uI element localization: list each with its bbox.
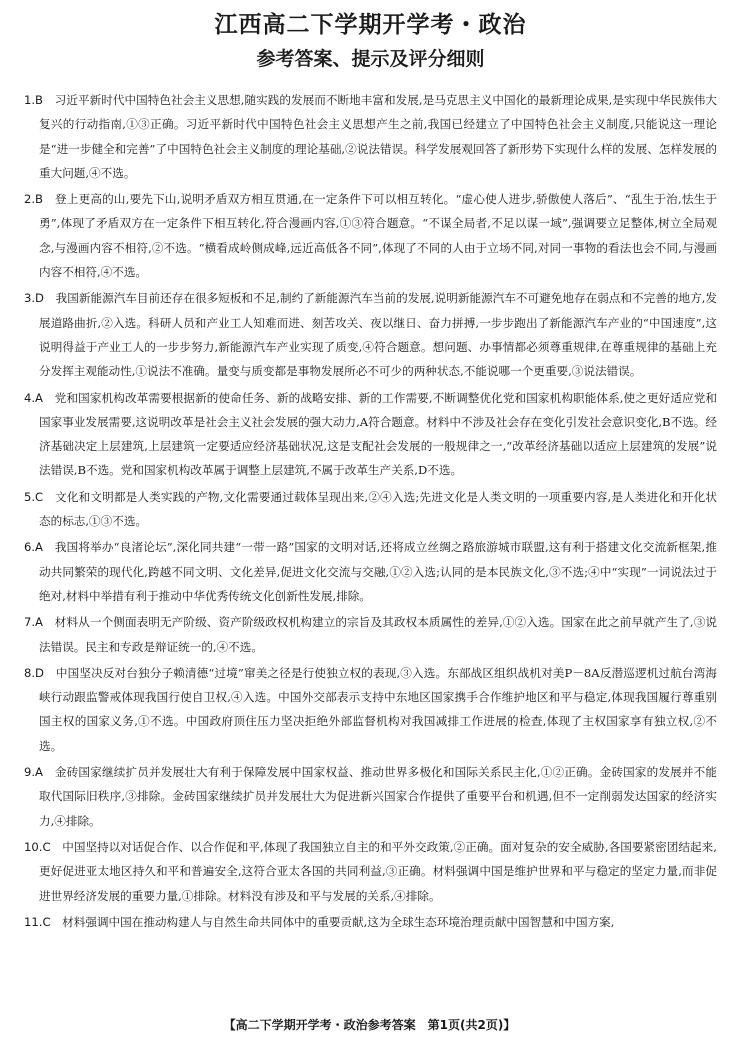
- answer-explanation: 材料从一个侧面表明无产阶级、资产阶级政权机构建立的宗旨及其政权本质属性的差异,①②入选。国家在此之前早就产生了,③说法错误。民主和专政是辩证统一的,④不选。: [39, 615, 717, 654]
- answer-explanation: 文化和文明都是人类实践的产物,文化需要通过载体呈现出来,②④入选;先进文化是人类文明的一项重要内容,是人类进化和开化状态的标志,①③不选。: [39, 489, 717, 529]
- answer-number: 11.C: [24, 914, 51, 929]
- answer-number: 10.C: [24, 839, 51, 854]
- answer-explanation: 党和国家机构改革需要根据新的使命任务、新的战略安排、新的工作需要,不断调整优化党和国家机构职能体系,使之更好适应党和国家事业发展需要,这说明改革是社会主义社会发展的强大动力,A符合题意。材料中不涉及社会存在变化引发社会意识变化,B不选。经济基础决定上层建筑,上层建筑一定要适应经济基础状况,这是支配社会发展的一般规律之一,“改革经济基础以适应上层建筑的发展”说法错误,B不选。党和国家机构改革属于调整上层建筑,不属于改革生产关系,D不选。: [39, 390, 717, 478]
- answer-explanation: 材料强调中国在推动构建人与自然生命共同体中的重要贡献,这为全球生态环境治理贡献中国智慧和中国方案,: [62, 914, 615, 929]
- answer-item: [24, 661, 717, 758]
- page-title: 江西高二下学期开学考・政治: [214, 12, 527, 38]
- answer-item: [24, 187, 717, 284]
- answer-explanation: 中国坚决反对台独分子赖清德“过境”窜美之径是行使独立权的表现,③入选。东部战区组织战机对美P－8A反潜巡逻机过航台湾海峡行动跟监警戒体现我国行使自卫权,④入选。中国外交部表示支持中东地区国家携手合作维护地区和平与稳定,体现我国履行尊重别国主权的国家义务,①不选。中国政府顶住压力坚决拒绝外部监督机构对我国减排工作进展的检查,体现了主权国家享有独立权,②不选。: [39, 665, 717, 753]
- answer-number: 7.A: [24, 615, 43, 630]
- answer-item: [24, 386, 717, 483]
- answer-item: [24, 835, 717, 908]
- answer-explanation: 我国将举办“良渚论坛”,深化同共建“一带一路”国家的文明对话,还将成立丝绸之路旅游城市联盟,这有利于搭建文化交流新框架,推动共同繁荣的现代化,跨越不同文明、文化差异,促进文化交流与交融,①②入选;认同的是本民族文化,③不选;④中“实现”一词说法过于绝对,材料中举措有利于推动中华优秀传统文化创新性发展,排除。: [39, 540, 717, 603]
- answer-explanation: 我国新能源汽车目前还存在很多短板和不足,制约了新能源汽车当前的发展,说明新能源汽车不可避免地存在弱点和不完善的地方,发展道路曲折,②入选。科研人员和产业工人知难而进、刻苦攻关、夜以继日、奋力拼搏,一步步跑出了新能源汽车产业的“中国速度”,这说明得益于产业工人的一步步努力,新能源汽车产业实现了质变,④符合题意。想问题、办事情都必须尊重规律,在尊重规律的基础上充分发挥主观能动性,①说法不准确。量变与质变都是事物发展所必不可少的两种状态,不能说哪一个更重要,③说法错误。: [39, 291, 717, 379]
- answer-number: 2.B: [24, 192, 44, 207]
- answer-number: 5.C: [24, 489, 44, 504]
- answer-explanation: 中国坚持以对话促合作、以合作促和平,体现了我国独立自主的和平外交政策,②正确。面对复杂的安全威胁,各国要紧密团结起来,更好促进亚太地区持久和平和普遍安全,这符合亚太各国的共同利益,③正确。材料强调中国是维护世界和平与稳定的坚定力量,而非促进世界经济发展的重要力量,①排除。材料没有涉及和平与发展的关系,④排除。: [39, 839, 717, 903]
- answer-item: [24, 910, 717, 934]
- answer-item: [24, 535, 717, 608]
- answer-number: 4.A: [24, 390, 43, 405]
- answer-explanation: 习近平新时代中国特色社会主义思想,随实践的发展而不断地丰富和发展,是马克思主义中国化的最新理论成果,是实现中华民族伟大复兴的行动指南,①③正确。习近平新时代中国特色社会主义思想产生之前,我国已经建立了中国特色社会主义制度,只能说这一理论是“进一步健全和完善”了中国特色社会主义制度的理论基础,②说法错误。科学发展观回答了新形势下实现什么样的发展、怎样发展的重大问题,④不选。: [39, 93, 717, 180]
- page-footer: 【高二下学期开学考・政治参考答案 第1页(共2页)】: [223, 1018, 516, 1032]
- answer-item: [24, 286, 717, 383]
- answer-number: 8.D: [24, 665, 44, 680]
- answer-number: 3.D: [24, 291, 44, 306]
- page-subtitle: 参考答案、提示及评分细则: [256, 48, 485, 70]
- answer-number: 1.B: [24, 93, 44, 107]
- answer-explanation: 登上更高的山,要先下山,说明矛盾双方相互贯通,在一定条件下可以相互转化。“虚心使人进步,骄傲使人落后”、“乱生于治,怯生于勇”,体现了矛盾双方在一定条件下相互转化,符合漫画内容,①③符合题意。“不谋全局者,不足以谋一域”,强调要立足整体,树立全局观念,与漫画内容不相符,②不选。“横看成岭侧成峰,远近高低各不同”,体现了不同的人由于立场不同,对同一事物的看法也会不同,与漫画内容不相符,④不选。: [39, 192, 717, 280]
- answer-number: 9.A: [24, 765, 43, 780]
- answer-item: [24, 485, 717, 534]
- answer-item: [24, 610, 717, 659]
- answer-explanation: 金砖国家继续扩员并发展壮大有利于保障发展中国家权益、推动世界多极化和国际关系民主化,①②正确。金砖国家的发展并不能取代国际旧秩序,③排除。金砖国家继续扩员并发展壮大为促进新兴国家合作提供了重要平台和机遇,但不一定削弱发达国家的经济实力,④排除。: [39, 765, 717, 828]
- answer-item: [24, 760, 717, 833]
- answer-item: [24, 88, 717, 185]
- answer-number: 6.A: [24, 540, 43, 555]
- answer-list: [24, 88, 717, 934]
